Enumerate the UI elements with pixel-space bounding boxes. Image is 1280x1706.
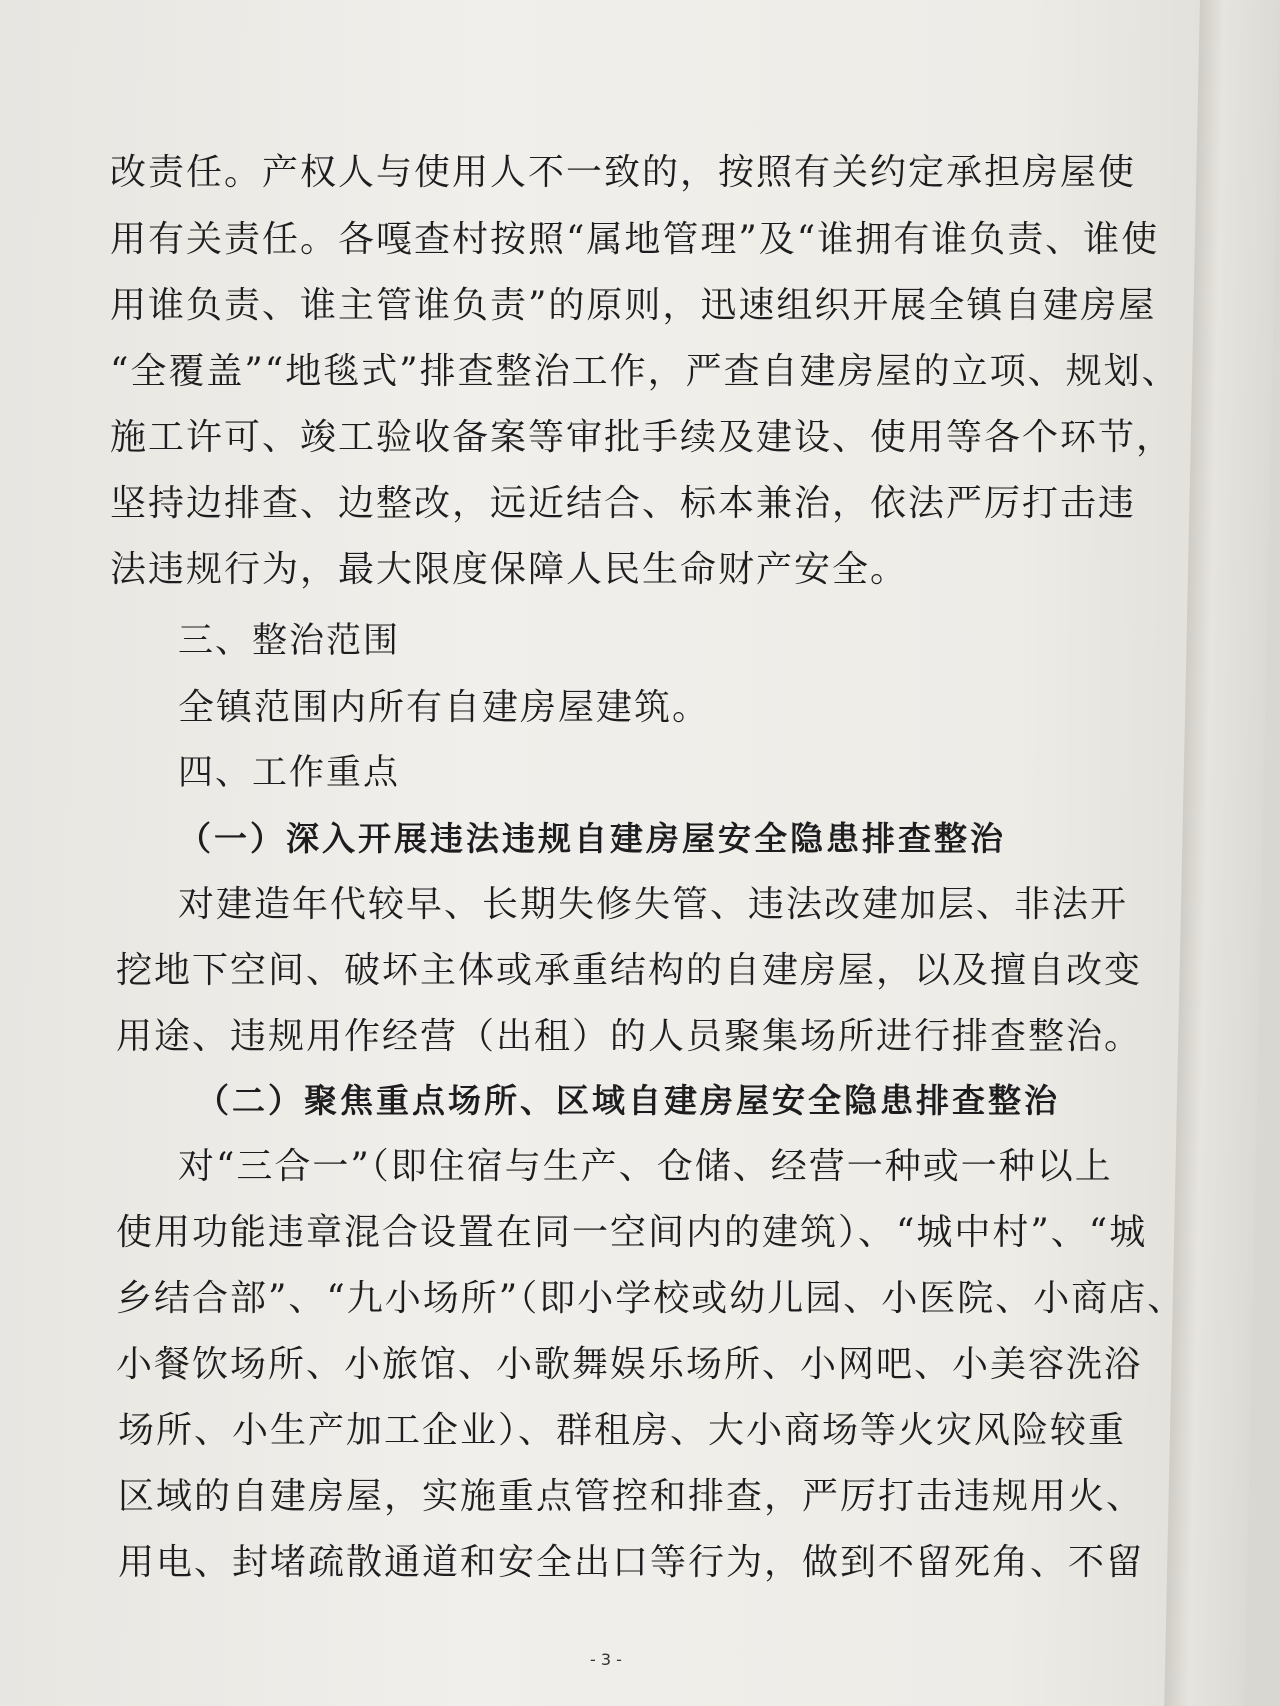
paragraph-line: 乡结合部”、“九小场所”（即小学校或幼儿园、小医院、小商店、 (116, 1278, 1186, 1319)
paragraph-line: 挖地下空间、破坏主体或承重结构的自建房屋，以及擅自改变 (116, 950, 1143, 991)
paragraph-line: 对“三合一”（即住宿与生产、仓储、经营一种或一种以上 (178, 1146, 1113, 1187)
paragraph-line: “全覆盖”“地毯式”排查整治工作，严查自建房屋的立项、规划、 (110, 351, 1180, 392)
paragraph-line: 改责任。产权人与使用人不一致的，按照有关约定承担房屋使 (110, 152, 1137, 193)
page-number: - 3 - (590, 1650, 622, 1669)
paragraph-line: 区域的自建房屋，实施重点管控和排查，严厉打击违规用火、 (118, 1476, 1145, 1517)
section-heading: 三、整治范围 (178, 621, 401, 661)
paragraph-line: 法违规行为，最大限度保障人民生命财产安全。 (110, 549, 909, 590)
section-text: 全镇范围内所有自建房屋建筑。 (178, 687, 711, 728)
paragraph-line: 用电、封堵疏散通道和安全出口等行为，做到不留死角、不留 (118, 1542, 1145, 1583)
paragraph-line: 用途、违规用作经营（出租）的人员聚集场所进行排查整治。 (116, 1016, 1143, 1057)
paragraph-line: 场所、小生产加工企业）、群租房、大小商场等火灾风险较重 (118, 1410, 1127, 1451)
paragraph-line: 坚持边排查、边整改，远近结合、标本兼治，依法严厉打击违 (110, 483, 1137, 524)
paragraph-line: 小餐饮场所、小旅馆、小歌舞娱乐场所、小网吧、小美容洗浴 (116, 1344, 1143, 1385)
paragraph-line: 用谁负责、谁主管谁负责”的原则，迅速组织开展全镇自建房屋 (110, 285, 1157, 326)
paragraph-line: 对建造年代较早、长期失修失管、违法改建加层、非法开 (178, 884, 1129, 925)
subsection-heading: （一）深入开展违法违规自建房屋安全隐患排查整治 (178, 819, 1006, 858)
subsection-heading: （二）聚焦重点场所、区域自建房屋安全隐患排查整治 (196, 1081, 1060, 1120)
section-heading: 四、工作重点 (178, 753, 401, 793)
paragraph-line: 用有关责任。各嘎查村按照“属地管理”及“谁拥有谁负责、谁使 (110, 219, 1160, 260)
paragraph-line: 施工许可、竣工验收备案等审批手续及建设、使用等各个环节， (110, 417, 1175, 458)
paragraph-line: 使用功能违章混合设置在同一空间内的建筑）、“城中村”、“城 (116, 1212, 1148, 1253)
